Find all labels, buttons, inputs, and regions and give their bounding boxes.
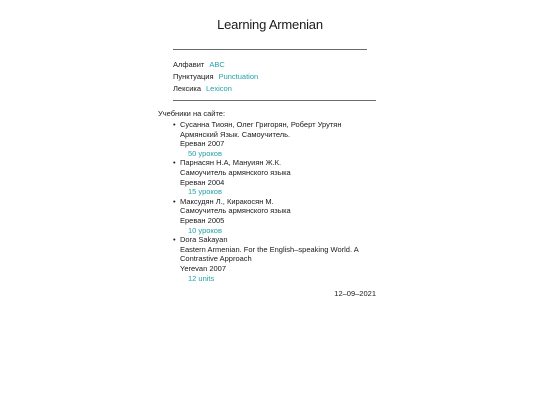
book-units-link[interactable]: 12 units	[188, 273, 215, 283]
textbook-list	[173, 120, 378, 283]
lexicon-link[interactable]: Lexicon	[206, 84, 232, 93]
book-units-link[interactable]: 50 уроков	[188, 148, 222, 158]
page-date: 12–09–2021	[334, 289, 376, 298]
books-heading: Учебники на сайте:	[158, 109, 226, 118]
book-authors: Сусанна Тиоян, Олег Григорян, Роберт Урутян	[180, 120, 342, 129]
book-authors: Максудян Л., Киракосян М.	[180, 196, 274, 206]
nav-item-alphabet	[173, 59, 258, 71]
book-place-year: Ереван 2007	[180, 139, 225, 149]
nav-label: Алфавит	[173, 60, 205, 69]
list-item	[173, 120, 378, 158]
list-item	[173, 158, 378, 196]
book-title: Самоучитель армянского языка	[180, 167, 291, 177]
punctuation-link[interactable]: Punctuation	[218, 72, 259, 81]
book-title: Самоучитель армянского языка	[180, 206, 291, 216]
nav-label: Пунктуация	[173, 72, 214, 81]
top-divider	[173, 49, 367, 50]
section-nav	[173, 59, 258, 95]
book-title: Армянский Язык. Самоучитель.	[180, 129, 291, 139]
nav-item-punctuation	[173, 71, 258, 83]
book-authors: Dora Sakayan	[180, 235, 228, 245]
nav-item-lexicon	[173, 83, 258, 95]
book-units-link[interactable]: 15 уроков	[188, 187, 222, 197]
book-units-link[interactable]: 10 уроков	[188, 225, 222, 235]
list-item	[173, 235, 378, 283]
bullet-icon: •	[173, 120, 176, 129]
section-divider	[173, 100, 376, 101]
book-place-year: Yerevan 2007	[180, 263, 227, 273]
list-item	[173, 197, 378, 235]
bullet-icon: •	[173, 158, 176, 168]
bullet-icon: •	[173, 235, 176, 245]
page-title: Learning Armenian	[217, 17, 323, 32]
abc-link[interactable]: ABC	[209, 60, 225, 69]
book-place-year: Ереван 2005	[180, 215, 225, 225]
nav-label: Лексика	[173, 84, 202, 93]
book-authors: Парнасян Н.А, Мануиян Ж.К.	[180, 158, 282, 168]
book-place-year: Ереван 2004	[180, 177, 225, 187]
book-title: Eastern Armenian. For the English–speaking World. A Contrastive Approach	[180, 244, 359, 264]
bullet-icon: •	[173, 196, 176, 206]
